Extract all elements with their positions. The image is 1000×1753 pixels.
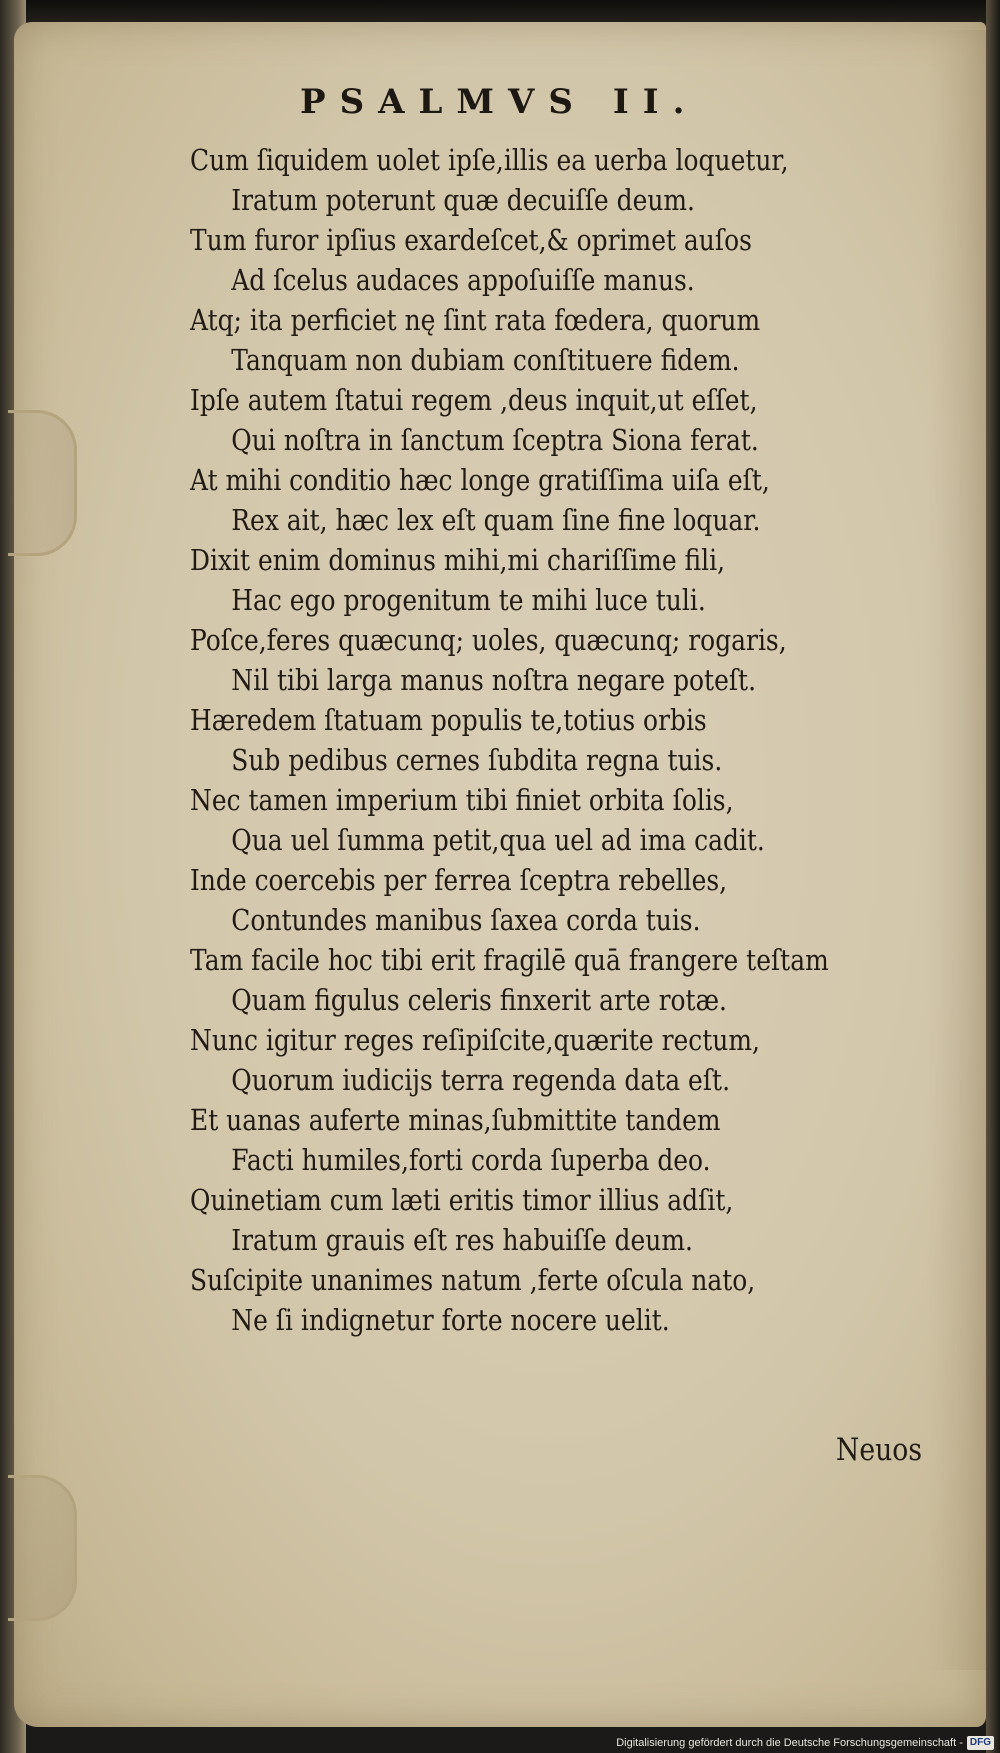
verse-line: Rex ait, hæc lex eſt quam ſine fine loquar.: [231, 503, 761, 537]
verse-line: Nil tibi larga manus noſtra negare poteſt.: [231, 663, 757, 697]
verse-line: Tanquam non dubiam conſtituere fidem.: [231, 343, 740, 377]
verse-line: Quam figulus celeris finxerit arte rotæ.: [231, 983, 727, 1017]
verse-line: Iratum grauis eſt res habuiſſe deum.: [231, 1223, 693, 1257]
verse-line: Iratum poterunt quæ decuiſſe deum.: [231, 183, 695, 217]
verse-text-block: [190, 140, 960, 1340]
verse-line: Dixit enim dominus mihi,mi chariſſime fili,: [190, 543, 726, 577]
verse-line: Ne ſi indignetur forte nocere uelit.: [231, 1303, 670, 1337]
verse-line: At mihi conditio hæc longe gratiſſima uiſa eſt,: [190, 463, 770, 497]
dfg-logo: DFG: [967, 1736, 994, 1750]
catchword: Neuos: [836, 1432, 923, 1468]
clasp-mark-lower: [8, 1475, 77, 1621]
verse-line: Ipſe autem ſtatui regem ,deus inquit,ut eſſet,: [190, 383, 758, 417]
verse-line: Et uanas auferte minas,ſubmittite tandem: [190, 1103, 721, 1137]
credit-text: Digitalisierung gefördert durch die Deutsche Forschungsgemeinschaft -: [616, 1737, 963, 1749]
verse-line: Nunc igitur reges reſipiſcite,quærite rectum,: [190, 1023, 760, 1057]
verse-line: Tum furor ipſius exardeſcet,& oprimet auſos: [190, 223, 752, 257]
verse-line: Hæredem ſtatuam populis te,totius orbis: [190, 703, 707, 737]
verse-line: Atq; ita perficiet nę ſint rata fœdera, quorum: [190, 303, 761, 337]
running-head: PSALMVS II.: [300, 82, 699, 122]
verse-line: Qua uel ſumma petit,qua uel ad ima cadit.: [231, 823, 765, 857]
clasp-mark-upper: [8, 410, 77, 556]
verse-line: Poſce,feres quæcunq; uoles, quæcunq; rogaris,: [190, 623, 787, 657]
verse-line: Nec tamen imperium tibi finiet orbita ſolis,: [190, 783, 734, 817]
verse-line: Cum ſiquidem uolet ipſe,illis ea uerba loquetur,: [190, 143, 789, 177]
verse-line: Quorum iudicijs terra regenda data eſt.: [231, 1063, 730, 1097]
verse-line: Sub pedibus cernes ſubdita regna tuis.: [231, 743, 723, 777]
book-right-edge: [986, 0, 1000, 1753]
verse-line: Contundes manibus ſaxea corda tuis.: [231, 903, 701, 937]
verse-line: Quinetiam cum læti eritis timor illius adſit,: [190, 1183, 734, 1217]
verse-line: Hac ego progenitum te mihi luce tuli.: [231, 583, 706, 617]
verse-line: Suſcipite unanimes natum ,ferte oſcula nato,: [190, 1263, 756, 1297]
verse-line: Facti humiles,forti corda ſuperba deo.: [231, 1143, 711, 1177]
verse-line: Tam facile hoc tibi erit fragilē quā frangere teſtam: [190, 943, 829, 977]
verse-line: Qui noſtra in ſanctum ſceptra Siona ferat.: [231, 423, 759, 457]
digitization-credit: [616, 1736, 994, 1750]
verse-line: Inde coercebis per ferrea ſceptra rebelles,: [190, 863, 728, 897]
verse-line: Ad ſcelus audaces appoſuiſſe manus.: [231, 263, 695, 297]
